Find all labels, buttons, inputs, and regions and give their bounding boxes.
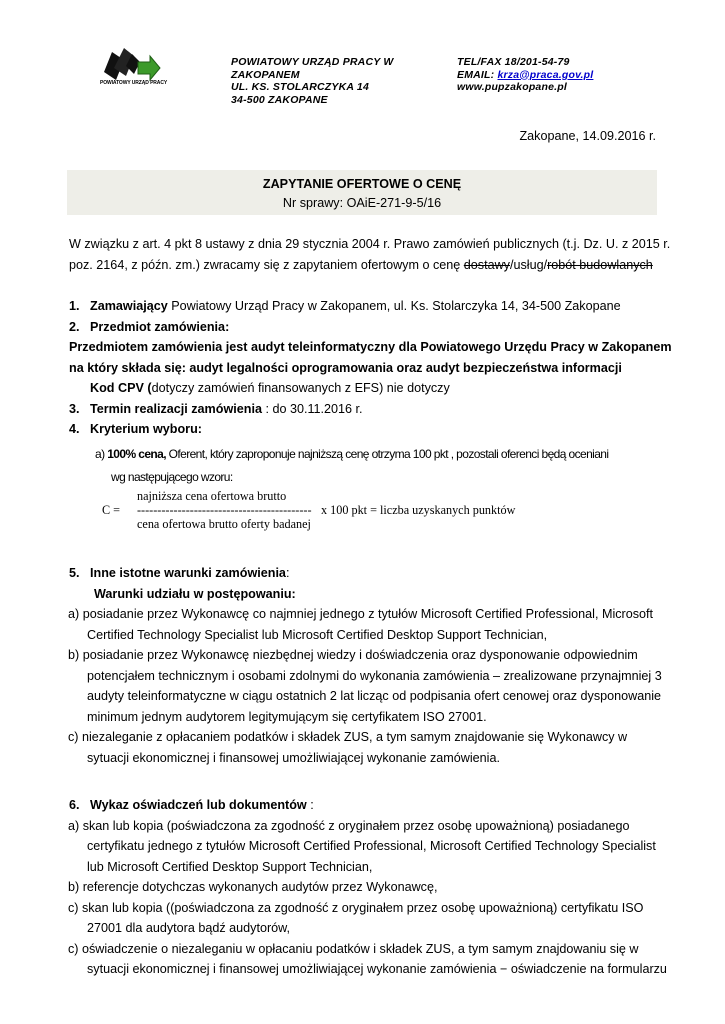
date-line: Zakopane, 14.09.2016 r. — [519, 129, 656, 143]
case-number: Nr sprawy: OAiE-271-9-5/16 — [282, 196, 442, 210]
contact-block — [457, 56, 593, 94]
section-label: Zamawiający — [90, 299, 168, 313]
item-line: sytuacji ekonomicznej i finansowej umożliwiającej wykonanie zamówienia − oświadczenie na formularzu — [87, 962, 667, 976]
section-text: : — [285, 566, 290, 580]
item-line: b) posiadanie przez Wykonawcę niezbędnej wiedzy i doświadczenia oraz dysponowanie odpowiednim — [68, 648, 638, 662]
item-line: c) niezaleganie z opłacaniem podatków i składek ZUS, a tym samym znajdowanie się Wykonawcy w — [68, 730, 628, 744]
item-line: sytuacji ekonomicznej i finansowej umożliwiającej wykonanie zamówienia. — [87, 750, 500, 765]
section-1 — [69, 296, 672, 317]
section-5-heading — [69, 563, 662, 584]
section-number: 3. — [69, 401, 80, 416]
item-line: minimum jednym audytorem legitymującym się certyfikatem ISO 27001. — [87, 709, 487, 724]
section-label: Wykaz oświadczeń lub dokumentów — [90, 798, 307, 812]
document-item — [69, 877, 667, 898]
cpv-label: Kod CPV ( — [90, 381, 152, 395]
email-link[interactable]: krza@praca.gov.pl — [497, 68, 594, 81]
logo — [98, 44, 168, 92]
criterion-line — [95, 444, 608, 464]
section-2 — [69, 317, 672, 338]
criterion-line: wg następującego wzoru: — [111, 470, 233, 484]
office-line: ZAKOPANEM — [231, 68, 300, 81]
section-number: 2. — [69, 319, 80, 334]
section-number: 6. — [69, 798, 80, 812]
office-address — [231, 56, 394, 106]
subject-line: Przedmiotem zamówienia jest audyt teleinformatyczny dla Powiatowego Urzędu Pracy w Zakopanem — [69, 340, 672, 354]
intro-line: W związku z art. 4 pkt 8 ustawy z dnia 29 stycznia 2004 r. Prawo zamówień publicznych (t.j. Dz. U. z 2015 r. — [69, 237, 671, 251]
section-label: Przedmiot zamówienia: — [90, 319, 230, 334]
item-line: b) referencje dotychczas wykonanych audytów przez Wykonawcę, — [68, 880, 438, 894]
section-number: 1. — [69, 299, 80, 313]
section-text: : do 30.11.2016 r. — [261, 401, 363, 416]
item-line: a) posiadanie przez Wykonawcę co najmniej jednego z tytułów Microsoft Certified Professional, Microsoft — [68, 607, 654, 621]
document-item — [69, 898, 667, 939]
document-item — [69, 816, 667, 878]
criterion-text: Oferent, który zaproponuje najniższą cenę otrzyma 100 pkt , pozostali oferenci będą oceniani — [165, 447, 609, 461]
cpv-line — [69, 378, 672, 399]
criterion-a — [95, 444, 608, 487]
criterion-prefix: a) — [95, 447, 108, 461]
conditions-subheading: Warunki udziału w postępowaniu: — [94, 586, 296, 601]
formula-c-label: C = — [102, 503, 121, 517]
item-line: a) skan lub kopia (poświadczona za zgodność z oryginałem przez osobę upoważnioną) posiadanego — [68, 818, 630, 833]
document-item — [69, 939, 667, 980]
condition-item — [69, 645, 662, 727]
section-6-heading — [69, 795, 667, 816]
document-title: ZAPYTANIE OFERTOWE O CENĘ — [262, 177, 462, 191]
sections-1-4 — [69, 296, 672, 440]
subject-line: na który składa się: audyt legalności oprogramowania oraz audyt bezpieczeństwa informacji — [69, 360, 622, 375]
intro-text: /usług/ — [509, 257, 548, 272]
item-line: c) oświadczenie o niezaleganiu w opłacaniu podatków i składek ZUS, a tym samym znajdowaniu się w — [68, 941, 639, 956]
section-text: : — [306, 798, 314, 812]
logo-text: POWIATOWY URZĄD PRACY — [100, 80, 168, 86]
intro-text: poz. 2164, z późn. zm.) zwracamy się z zapytaniem ofertowym o cenę — [69, 257, 464, 272]
office-line: POWIATOWY URZĄD PRACY W — [231, 56, 394, 68]
formula-numerator: najniższa cena ofertowa brutto — [137, 489, 287, 503]
contact-email-line — [457, 69, 593, 82]
struck-text: dostawy — [463, 257, 510, 272]
item-line: lub Microsoft Certified Desktop Support Technician, — [87, 859, 373, 874]
section-label: Kryterium wyboru: — [90, 422, 202, 436]
section-text: Powiatowy Urząd Pracy w Zakopanem, ul. Ks. Stolarczyka 14, 34-500 Zakopane — [167, 299, 621, 313]
contact-email-label: EMAIL: — [457, 68, 498, 81]
item-line: potencjałem technicznym i osobami zdolnymi do wykonania zamówienia – zrealizowane przynajmniej 3 — [87, 668, 662, 683]
intro-paragraph — [69, 234, 670, 275]
item-line: certyfikatu jednego z tytułów Microsoft Certified Professional, Microsoft Certified Technology Specialist — [87, 839, 656, 853]
item-line: c) skan lub kopia ((poświadczona za zgodność z oryginałem przez osobę upoważnioną) certyfikatu ISO — [68, 900, 644, 915]
section-5 — [69, 563, 662, 768]
title-box — [67, 170, 657, 215]
section-number: 4. — [69, 422, 80, 436]
intro-line — [69, 255, 670, 276]
office-line: 34-500 ZAKOPANE — [231, 93, 328, 106]
contact-www: www.pupzakopane.pl — [457, 81, 567, 93]
criterion-bold: 100% cena, — [107, 447, 166, 461]
item-line: audyty teleinformatyczne w ciągu ostatnich 2 lat licząc od podpisania ofert cenowej oraz dysponowanie — [87, 689, 662, 703]
struck-text: robót budowlanych — [547, 257, 653, 272]
formula-multiplier: x 100 pkt = liczba uzyskanych punktów — [321, 503, 516, 517]
contact-tel: TEL/FAX 18/201-54-79 — [457, 56, 570, 68]
condition-item — [69, 604, 662, 645]
section-3 — [69, 399, 672, 420]
section-label: Termin realizacji zamówienia — [90, 401, 262, 416]
cpv-text: dotyczy zamówień finansowanych z EFS) nie dotyczy — [151, 381, 450, 395]
office-line: UL. KS. STOLARCZYKA 14 — [231, 81, 369, 93]
item-line: Certified Technology Specialist lub Microsoft Certified Desktop Support Technician, — [87, 627, 548, 642]
item-line: 27001 dla audytora bądź audytorów, — [87, 921, 291, 935]
section-6 — [69, 795, 667, 980]
section-4 — [69, 419, 672, 440]
section-number: 5. — [69, 566, 80, 580]
condition-item — [69, 727, 662, 768]
formula-denominator: cena ofertowa brutto oferty badanej — [137, 517, 311, 531]
formula-fraction-line: ------------------------------------------- — [137, 503, 312, 517]
section-label: Inne istotne warunki zamówienia — [90, 566, 286, 580]
